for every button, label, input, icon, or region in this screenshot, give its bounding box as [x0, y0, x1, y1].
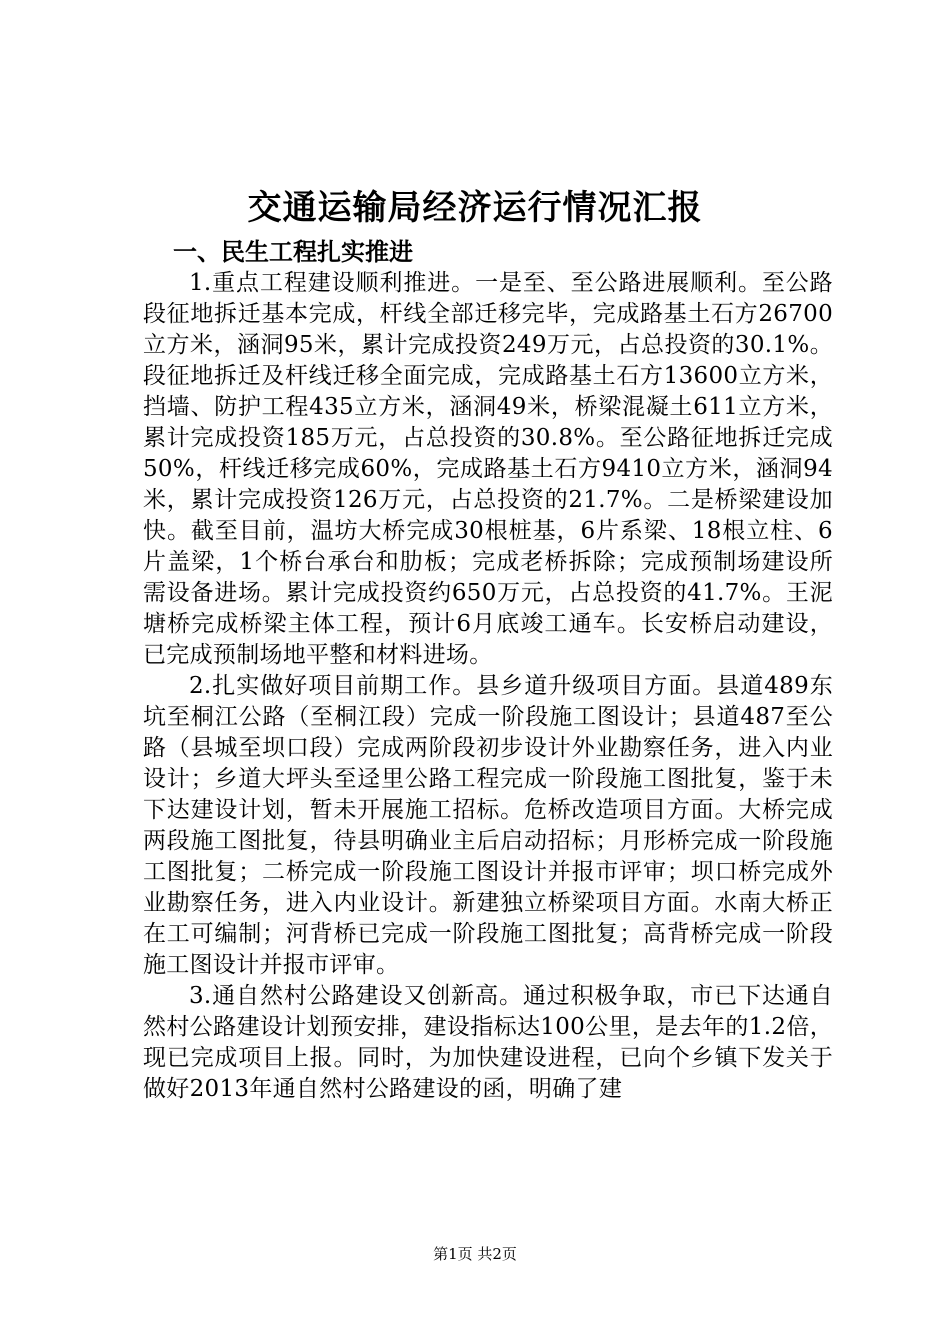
paragraph-village-roads: 3.通自然村公路建设又创新高。通过积极争取，市已下达通自然村公路建设计划预安排，建设指标达100公里，是去年的1.2倍，现已完成项目上报。同时，为加快建设进程，已向个乡镇下发关于做好2013年通自然村公路建设的函，明确了建: [143, 983, 833, 1102]
section-heading: 一、民生工程扎实推进: [173, 238, 413, 266]
document-title: 交通运输局经济运行情况汇报: [247, 188, 703, 228]
document-body: [143, 236, 833, 1105]
paragraph-key-projects: 1.重点工程建设顺利推进。一是至、至公路进展顺利。至公路段征地拆迁基本完成，杆线全部迁移完毕，完成路基土石方26700立方米，涵洞95米，累计完成投资249万元，占总投资的30.1%。段征地拆迁及杆线迁移全面完成，完成路基土石方13600立方米，挡墙、防护工程435立方米，涵洞49米，桥梁混凝土611立方米，累计完成投资185万元，占总投资的30.8%。至公路征地拆迁完成50%，杆线迁移完成60%，完成路基土石方9410立方米，涵洞94米，累计完成投资126万元，占总投资的21.7%。二是桥梁建设加快。截至目前，温坊大桥完成30根桩基，6片系梁、18根立柱、6片盖梁，1个桥台承台和肋板；完成老桥拆除；完成预制场建设所需设备进场。累计完成投资约650万元，占总投资的41.7%。王泥塘桥完成桥梁主体工程，预计6月底竣工通车。长安桥启动建设，已完成预制场地平整和材料进场。: [143, 270, 833, 668]
page-footer: 第1页 共2页: [433, 1245, 517, 1263]
paragraph-preliminary-work: 2.扎实做好项目前期工作。县乡道升级项目方面。县道489东坑至桐江公路（至桐江段）完成一阶段施工图设计；县道487至公路（县城至坝口段）完成两阶段初步设计外业勘察任务，进入内业设计；乡道大坪头至迳里公路工程完成一阶段施工图批复，鉴于未下达建设计划，暂未开展施工招标。危桥改造项目方面。大桥完成两段施工图批复，待县明确业主后启动招标；月形桥完成一阶段施工图批复；二桥完成一阶段施工图设计并报市评审；坝口桥完成外业勘察任务，进入内业设计。新建独立桥梁项目方面。水南大桥正在工可编制；河背桥已完成一阶段施工图批复；高背桥完成一阶段施工图设计并报市评审。: [143, 673, 833, 978]
